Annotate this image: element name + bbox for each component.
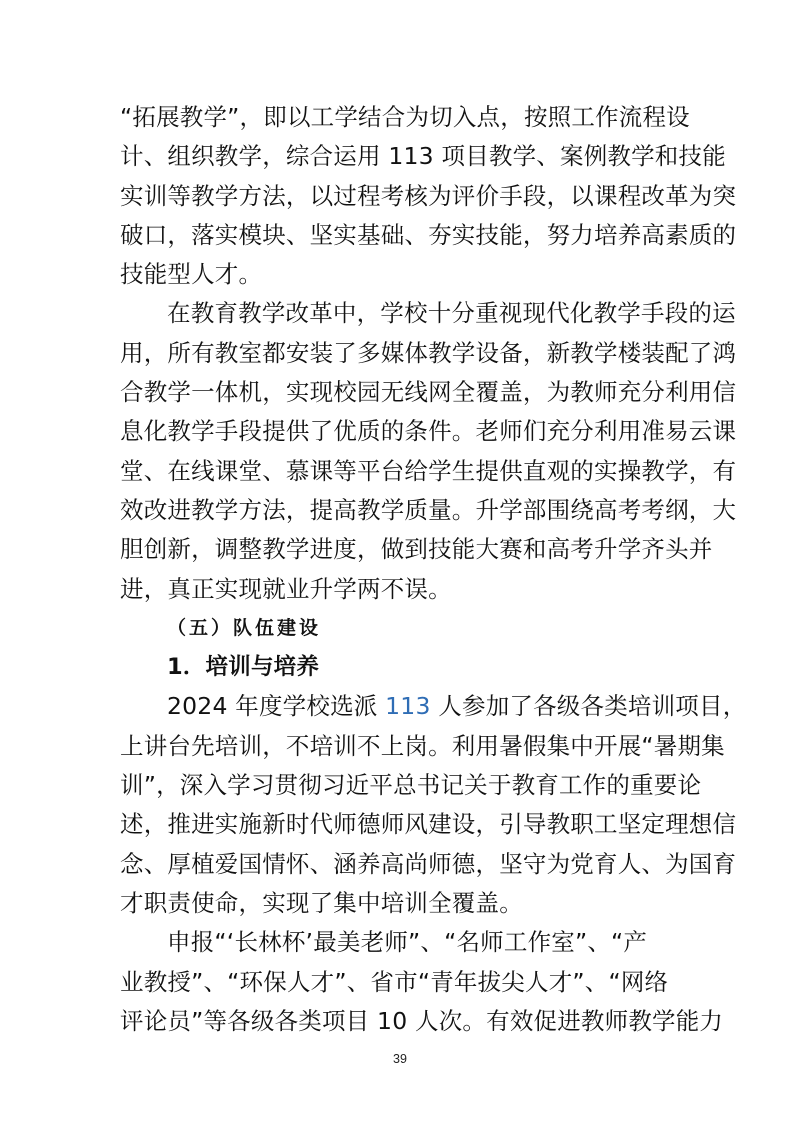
text-line: 堂、在线课堂、慕课等平台给学生提供直观的实操教学，有 bbox=[120, 456, 737, 485]
text-line: 才职责使命，实现了集中培训全覆盖。 bbox=[120, 888, 523, 917]
text-line: “拓展教学”，即以工学结合为切入点，按照工作流程设 bbox=[120, 103, 690, 131]
text-span: 2024 年度学校选派 bbox=[167, 692, 386, 721]
text-line: 述，推进实施新时代师德师风建设，引导教职工坚定理想信 bbox=[120, 810, 737, 839]
text-line: 效改进教学方法，提高教学质量。升学部围绕高考考纲，大 bbox=[120, 495, 737, 524]
text-line: 评论员”等各级各类项目 10 人次。有效促进教师教学能力 bbox=[120, 1006, 724, 1035]
text-line: 训”，深入学习贯彻习近平总书记关于教育工作的重要论 bbox=[120, 771, 702, 800]
highlighted-number: 113 bbox=[385, 692, 431, 721]
text-line: 胆创新，调整教学进度，做到技能大赛和高考升学齐头并 bbox=[120, 535, 713, 564]
text-line: 在教育教学改革中，学校十分重视现代化教学手段的运 bbox=[167, 299, 736, 328]
paragraph-2 bbox=[120, 294, 737, 608]
text-line: 业教授”、“环保人才”、省市“青年拔尖人才”、“网络 bbox=[120, 967, 669, 996]
text-line: 上讲台先培训，不培训不上岗。利用暑假集中开展“暑期集 bbox=[120, 731, 725, 760]
paragraph-4 bbox=[120, 923, 724, 1041]
text-line: 技能型人才。 bbox=[120, 260, 263, 289]
text-line: 念、厚植爱国情怀、涵养高尚师德，坚守为党育人、为国育 bbox=[120, 849, 737, 878]
subsection-heading: 1．培训与培养 bbox=[167, 654, 320, 681]
section-heading: （五）队伍建设 bbox=[167, 616, 322, 639]
text-line: 进，真正实现就业升学两不误。 bbox=[120, 574, 452, 603]
text-line: 计、组织教学，综合运用 113 项目教学、案例教学和技能 bbox=[120, 142, 726, 171]
text-line: 用，所有教室都安装了多媒体教学设备，新教学楼装配了鸿 bbox=[120, 338, 737, 367]
paragraph-3 bbox=[120, 687, 747, 923]
text-line: 息化教学手段提供了优质的条件。老师们充分利用准易云课 bbox=[120, 417, 737, 446]
text-line: 合教学一体机，实现校园无线网全覆盖，为教师充分利用信 bbox=[120, 378, 737, 407]
text-line: 申报“‘长林杯’最美老师”、“名师工作室”、“产 bbox=[167, 928, 648, 957]
document-body bbox=[120, 98, 747, 1041]
page-number: 39 bbox=[393, 1052, 407, 1066]
paragraph-1 bbox=[120, 98, 737, 294]
text-line: 破口，落实模块、坚实基础、夯实技能，努力培养高素质的 bbox=[120, 220, 737, 249]
text-line: 实训等教学方法，以过程考核为评价手段，以课程改革为突 bbox=[120, 181, 737, 210]
text-span: 人参加了各级各类培训项目， bbox=[430, 692, 747, 721]
text-line bbox=[120, 687, 747, 726]
